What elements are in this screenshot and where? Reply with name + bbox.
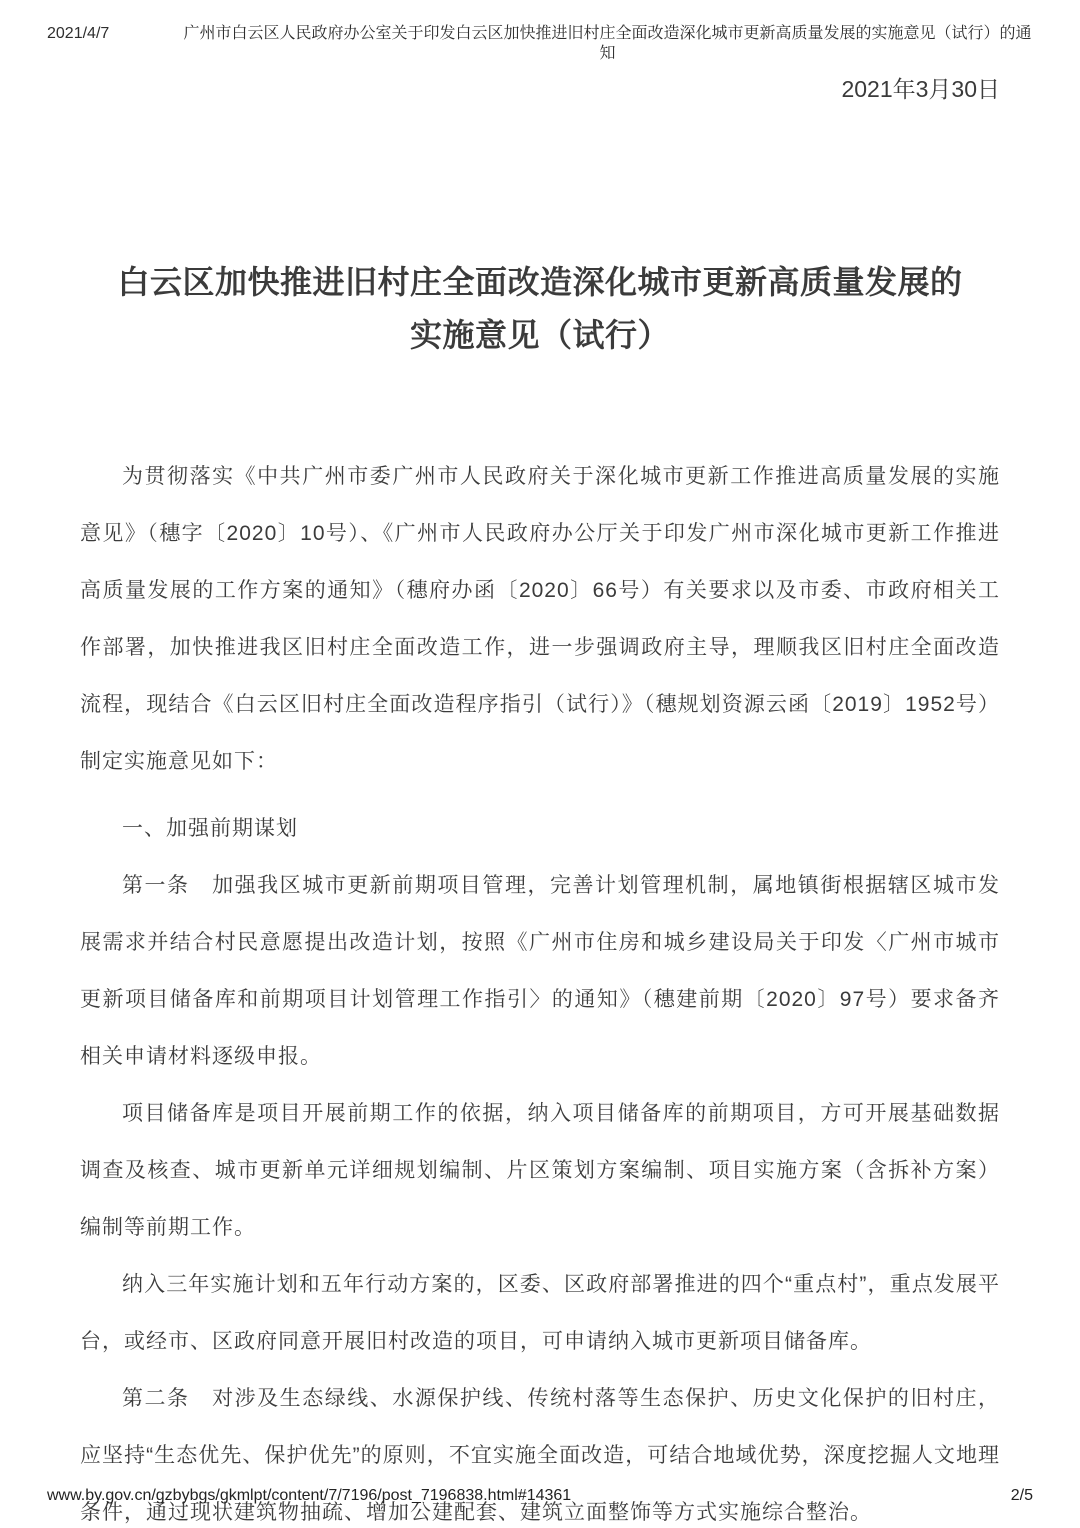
document-title-line-1: 白云区加快推进旧村庄全面改造深化城市更新高质量发展的 bbox=[117, 264, 963, 300]
document-publish-date: 2021年3月30日 bbox=[841, 76, 1000, 102]
paragraph-article-1: 第一条 加强我区城市更新前期项目管理，完善计划管理机制，属地镇街根据辖区城市发展需求并结合村民意愿提出改造计划，按照《广州市住房和城乡建设局关于印发〈广州市城市更新项目储备库和前期项目计划管理工作指引〉的通知》（穗建前期〔2020〕97号）要求备齐相关申请材料逐级申报。 bbox=[80, 874, 1000, 1068]
document-title-line-2: 实施意见（试行） bbox=[409, 317, 670, 353]
print-footer bbox=[47, 1486, 1033, 1506]
print-header-datetime: 2021/4/7 bbox=[47, 25, 110, 42]
paragraph-intro: 为贯彻落实《中共广州市委广州市人民政府关于深化城市更新工作推进高质量发展的实施意见》（穗字〔2020〕10号）、《广州市人民政府办公厅关于印发广州市深化城市更新工作推进高质量发展的工作方案的通知》（穗府办函〔2020〕66号）有关要求以及市委、市政府相关工作部署，加快推进我区旧村庄全面改造工作，进一步强调政府主导，理顺我区旧村庄全面改造流程，现结合《白云区旧村庄全面改造程序指引（试行）》（穗规划资源云函〔2019〕1952号）制定实施意见如下： bbox=[80, 465, 1000, 773]
document-title bbox=[0, 256, 1080, 362]
paragraph-article-2: 第二条 对涉及生态绿线、水源保护线、传统村落等生态保护、历史文化保护的旧村庄，应坚持“生态优先、保护优先”的原则，不宜实施全面改造，可结合地域优势，深度挖掘人文地理条件，通过现状建筑物抽疏、增加公建配套、建筑立面整饰等方式实施综合整治。 bbox=[80, 1387, 1000, 1524]
print-footer-page-indicator: 2/5 bbox=[1010, 1487, 1033, 1504]
document-body bbox=[0, 448, 1080, 1528]
print-footer-url: www.by.gov.cn/gzbybgs/gkmlpt/content/7/7196/post_7196838.html#14361 bbox=[47, 1487, 572, 1504]
print-header-page-title: 广州市白云区人民政府办公室关于印发白云区加快推进旧村庄全面改造深化城市更新高质量发展的实施意见（试行）的通知 bbox=[183, 25, 1032, 62]
print-header bbox=[0, 0, 1080, 64]
section-heading-1: 一、加强前期谋划 bbox=[122, 817, 298, 840]
paragraph-reserve-library: 项目储备库是项目开展前期工作的依据，纳入项目储备库的前期项目，方可开展基础数据调查及核查、城市更新单元详细规划编制、片区策划方案编制、项目实施方案（含拆补方案）编制等前期工作。 bbox=[80, 1102, 1000, 1239]
paragraph-three-year-plan: 纳入三年实施计划和五年行动方案的，区委、区政府部署推进的四个“重点村”，重点发展平台，或经市、区政府同意开展旧村改造的项目，可申请纳入城市更新项目储备库。 bbox=[80, 1273, 1000, 1353]
